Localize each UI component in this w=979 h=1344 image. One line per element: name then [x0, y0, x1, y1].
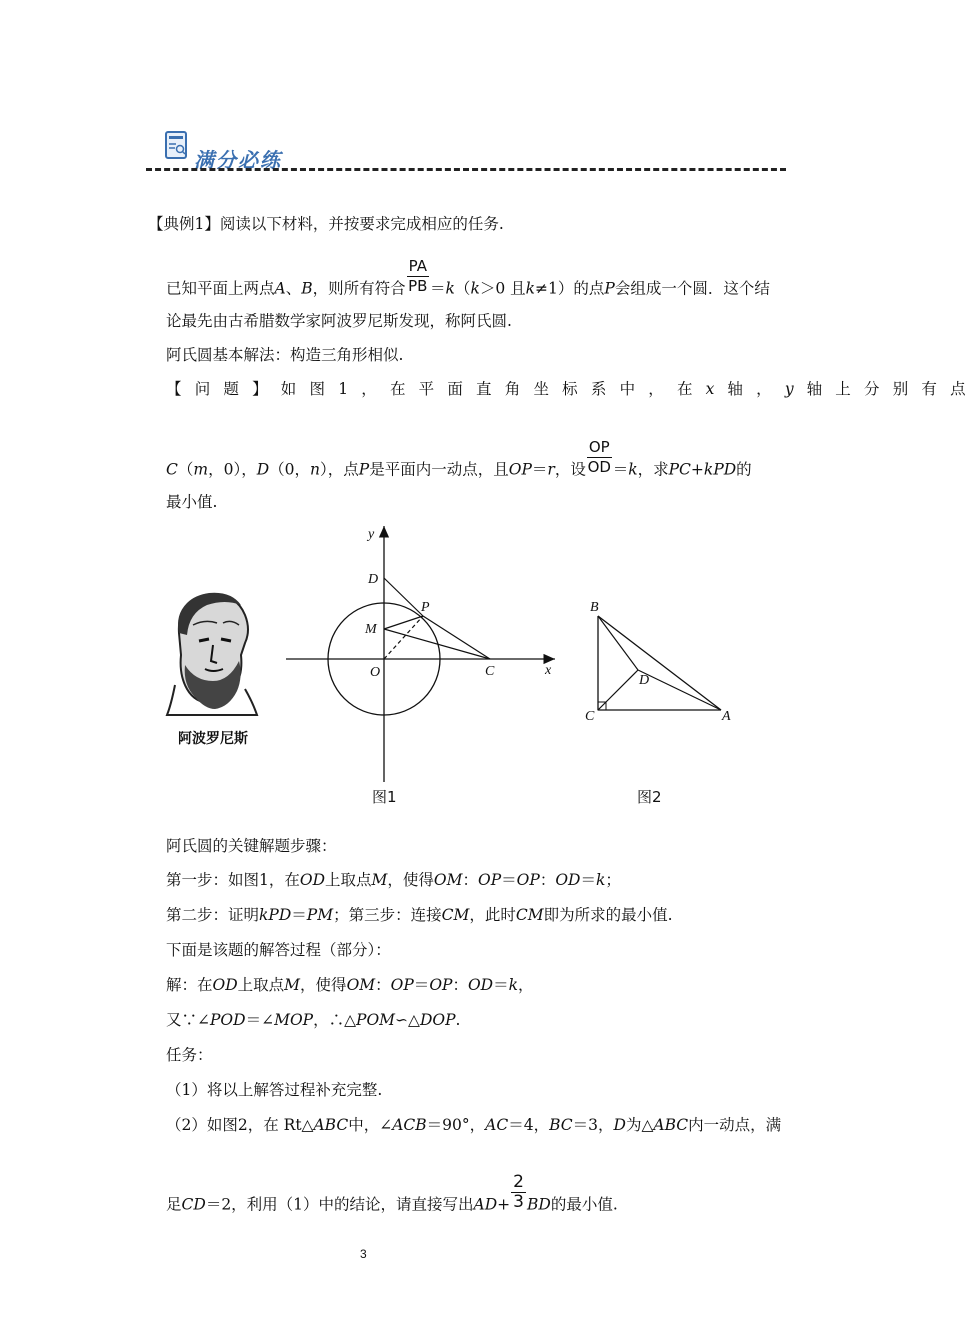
seg-op: OP [508, 460, 532, 479]
seg-bc: BC [549, 1116, 573, 1134]
point-d: D [256, 460, 270, 479]
label-c: C [585, 709, 595, 724]
text: ，∴△ [313, 1011, 357, 1029]
text: ： [452, 976, 468, 994]
var-k: k [595, 871, 606, 889]
solution-intro: 下面是该题的解答过程（部分）： [166, 941, 391, 959]
text: 即为所求的最小值. [543, 906, 673, 924]
segment-pc [423, 616, 490, 659]
text: （0， [269, 460, 311, 479]
text: ＝3， [572, 1116, 614, 1134]
var-r: r [547, 460, 555, 479]
var-k: k [525, 279, 536, 298]
seg-cd: CD [181, 1195, 206, 1214]
segment-mc [384, 629, 490, 659]
seg-op: OP [516, 871, 540, 889]
text: ＝ [430, 279, 446, 298]
text: ，0）， [208, 460, 257, 479]
text: 上取点 [237, 976, 285, 994]
text: ＞0 且 [479, 279, 526, 298]
label-a: A [722, 709, 731, 724]
angle-acb: ACB [392, 1116, 427, 1134]
text: ，使得 [300, 976, 347, 994]
problem-line3: 最小值. [166, 493, 218, 511]
fraction-op-od [587, 437, 612, 476]
label-m: M [365, 622, 377, 637]
text: ），点 [320, 460, 359, 479]
text: 【问题】如图1，在平面直角坐标系中，在 [166, 380, 706, 398]
text: ； [605, 871, 621, 889]
triangle-dop: DOP [419, 1011, 456, 1029]
seg-pm: PM [306, 906, 334, 924]
text: ＝ [493, 976, 509, 994]
seg-bd: BD [527, 1195, 551, 1214]
task-2 [166, 1115, 781, 1135]
text: . [455, 1011, 461, 1029]
seg-op: OP [390, 976, 414, 994]
header-section [146, 130, 791, 175]
example-heading [148, 214, 504, 234]
label-x: x [545, 663, 552, 678]
text: + [690, 460, 704, 479]
para1-line2: 论最先由古希腊数学家阿波罗尼斯发现，称阿氏圆. [166, 312, 512, 330]
step-2 [166, 905, 673, 925]
text: ∽△ [395, 1011, 420, 1029]
example-label: 【典例1】 [148, 215, 220, 233]
portrait-apollonius [165, 585, 260, 715]
angle-pod: POD [210, 1011, 246, 1029]
seg-od: OD [299, 871, 326, 889]
text: ，则所有符合 [312, 279, 406, 298]
text: 中，∠ [348, 1116, 393, 1134]
example-intro: 阅读以下材料，并按要求完成相应的任务. [219, 215, 504, 233]
var-x: x [705, 380, 715, 398]
text: ＝∠ [245, 1011, 275, 1029]
point-d: D [613, 1116, 626, 1134]
steps-title: 阿氏圆的关键解题步骤： [166, 837, 337, 855]
text: ；第三步：连接 [333, 906, 442, 924]
text: ＝ [413, 976, 430, 994]
text: 第一步：如图1，在 [166, 871, 300, 889]
figure-2-caption: 图2 [637, 788, 662, 806]
point-m: M [371, 871, 388, 889]
text: ，设 [554, 460, 586, 479]
denominator: 3 [513, 1192, 524, 1212]
figure-1 [280, 520, 570, 790]
label-d: D [639, 673, 650, 688]
para2: 阿氏圆基本解法：构造三角形相似. [166, 346, 404, 364]
seg-ac: AC [485, 1116, 509, 1134]
text: ＝ [612, 460, 629, 479]
expr-kpd: kPD [259, 906, 292, 924]
text: ＝ [580, 871, 596, 889]
text: ： [375, 976, 391, 994]
var-k: k [470, 279, 480, 298]
segment-bd [598, 616, 638, 670]
text: 又∵∠ [166, 1011, 210, 1029]
segment-dp [384, 578, 423, 616]
tasks-title: 任务： [166, 1046, 213, 1064]
text: 轴， [727, 380, 785, 398]
text: 的最小值. [550, 1195, 618, 1214]
para1-line1 [166, 257, 770, 309]
text: ＝90°， [426, 1116, 486, 1134]
figure-1-caption: 图1 [372, 788, 397, 806]
text: 为△ [625, 1116, 654, 1134]
label-d: D [368, 572, 379, 587]
problem-line2 [166, 438, 752, 490]
text: ，使得 [387, 871, 434, 889]
text: ＝2，利用（1）中的结论，请直接写出 [205, 1195, 474, 1214]
text: ≠1）的点 [535, 279, 605, 298]
numerator: OP [588, 438, 610, 456]
numerator: 2 [513, 1172, 524, 1192]
point-c: C [166, 460, 178, 479]
text: 上取点 [325, 871, 372, 889]
point-b: B [301, 279, 313, 298]
text: 的 [736, 460, 752, 479]
triangle-abc: ABC [313, 1116, 349, 1134]
text: ＝4， [508, 1116, 550, 1134]
triangle-pom: POM [356, 1011, 396, 1029]
document-magnifier-icon [164, 130, 190, 162]
text: （2）如图2，在 Rt△ [166, 1116, 314, 1134]
text: ＝ [291, 906, 307, 924]
text: 第二步：证明 [166, 906, 260, 924]
triangle-abc: ABC [653, 1116, 689, 1134]
task-2-continued [166, 1172, 618, 1225]
label-y: y [368, 527, 375, 542]
point-m: M [284, 976, 301, 994]
seg-om: OM [346, 976, 376, 994]
label-b: B [590, 600, 599, 615]
portrait-caption: 阿波罗尼斯 [178, 731, 248, 747]
problem-line1 [166, 379, 979, 399]
point-a: A [274, 279, 286, 298]
text: 轴上分别有点 [806, 380, 979, 398]
var-y: y [784, 380, 794, 398]
text: + [497, 1195, 511, 1214]
seg-op: OP [478, 871, 502, 889]
step-1 [166, 870, 621, 890]
var-k: k [445, 279, 455, 298]
side-ab [598, 616, 721, 710]
solution-line-2 [166, 1010, 460, 1030]
seg-cm: CM [515, 906, 544, 924]
seg-od: OD [555, 871, 581, 889]
var-m: m [193, 460, 209, 479]
var-k: k [628, 460, 638, 479]
text: 解：在 [166, 976, 213, 994]
var-k: k [508, 976, 519, 994]
seg-pc: PC [668, 460, 691, 479]
header-title: 满分必练 [194, 148, 282, 172]
label-o: O [370, 665, 381, 680]
numerator: PA [408, 257, 427, 275]
text: ＝ [501, 871, 517, 889]
text: 会组成一个圆．这个结 [614, 279, 770, 298]
task-1: （1）将以上解答过程补充完整. [166, 1081, 383, 1099]
figure-2 [580, 595, 750, 730]
text: 已知平面上两点 [166, 279, 275, 298]
text: （ [454, 279, 471, 298]
seg-op: OP [429, 976, 453, 994]
seg-od: OD [212, 976, 238, 994]
seg-od: OD [467, 976, 494, 994]
text: 内一动点，满 [688, 1116, 782, 1134]
header-dashed-rule [146, 168, 786, 171]
angle-mop: MOP [274, 1011, 314, 1029]
seg-om: OM [433, 871, 463, 889]
seg-cm: CM [441, 906, 470, 924]
text: ， [518, 976, 534, 994]
text: ： [539, 871, 556, 889]
text: （ [177, 460, 194, 479]
segment-da [638, 670, 721, 710]
fraction-pa-pb [407, 256, 429, 295]
expr-kpd: kPD [703, 460, 737, 479]
denominator: OD [587, 458, 611, 476]
text: 是平面内一动点，且 [369, 460, 509, 479]
page-number: 3 [360, 1247, 367, 1261]
fraction-two-thirds [511, 1172, 526, 1211]
point-p: P [604, 279, 615, 298]
text: ，求 [637, 460, 669, 479]
label-c: C [485, 664, 495, 679]
text: 足 [166, 1195, 182, 1214]
point-p: P [358, 460, 370, 479]
solution-line-1 [166, 975, 534, 995]
text: ＝ [531, 460, 548, 479]
label-p: P [421, 600, 430, 615]
text: 、 [285, 279, 302, 298]
var-n: n [310, 460, 321, 479]
segment-cd [598, 670, 638, 710]
text: ，此时 [469, 906, 516, 924]
seg-ad: AD [473, 1195, 498, 1214]
denominator: PB [408, 277, 428, 295]
text: ： [462, 871, 479, 889]
